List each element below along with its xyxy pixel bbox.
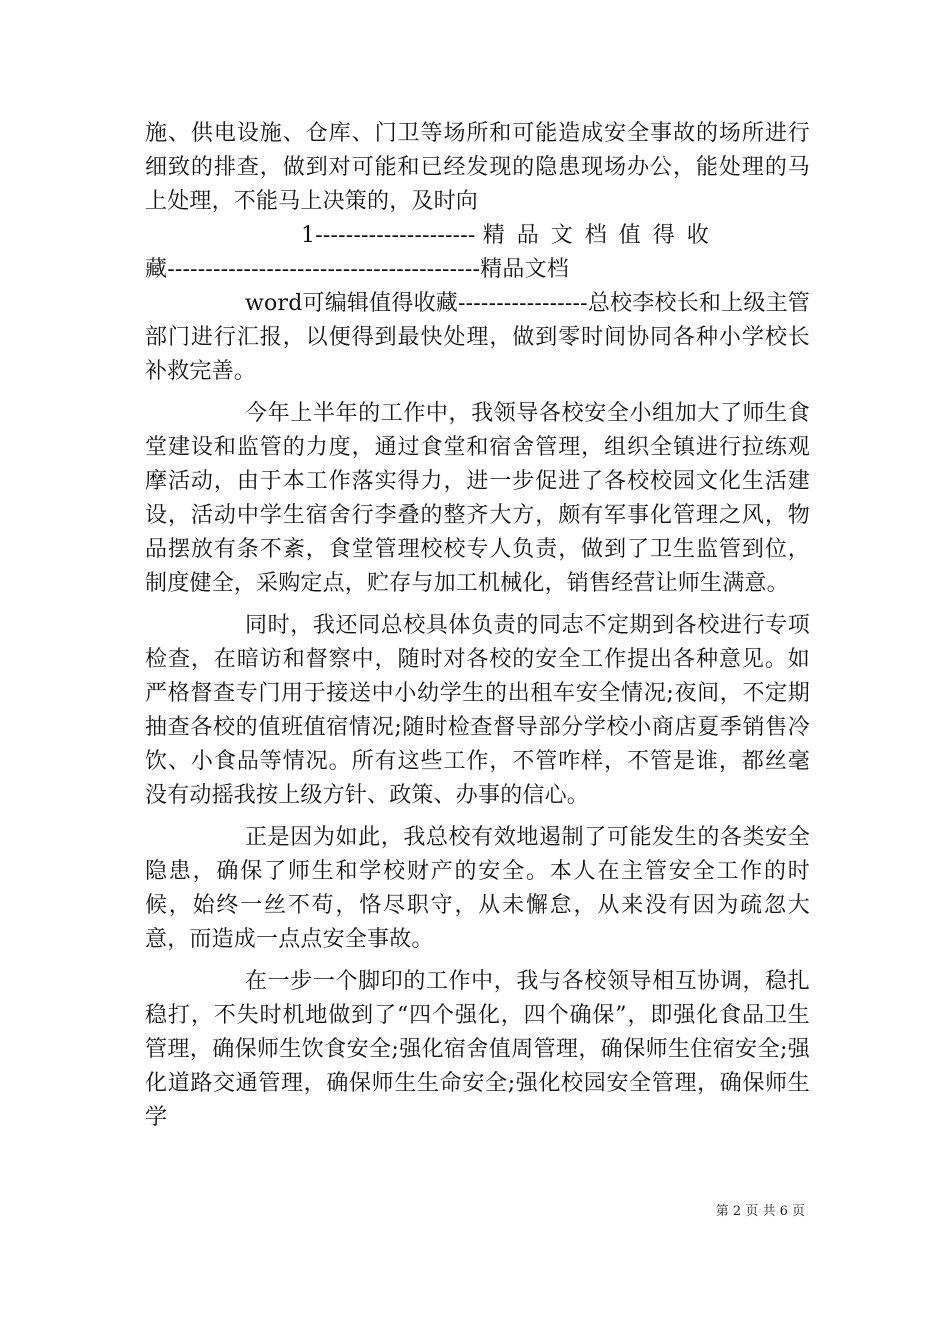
paragraph-four-strengthen: 在一步一个脚印的工作中，我与各校领导相互协调，稳扎稳打，不失时机地做到了“四个强化，四个确保”，即强化食品卫生管理，确保师生饮食安全;强化宿舍值周管理，确保师生住宿安全;强化道路交通管理，确保师生生命安全;强化校园安全管理，确保师生学: [145, 969, 810, 1130]
watermark-text: 精品文档值得收: [482, 223, 721, 248]
paragraph-continued: 施、供电设施、仓库、门卫等场所和可能造成安全事故的场所进行细致的排查，做到对可能和已经发现的隐患现场办公，能处理的马上处理，不能马上决策的，及时向: [145, 121, 810, 214]
paragraph-inspection: 同时，我还同总校具体负责的同志不定期到各校进行专项检查，在暗访和督察中，随时对各校的安全工作提出各种意见。如严格督查专门用于接送中小幼学生的出租车安全情况;夜间，不定期抽查各校的值班值宿情况;随时检查督导部分学校小商店夏季销售冷饮、小食品等情况。所有这些工作，不管咋样，不管是谁，都丝毫没有动摇我按上级方针、政策、办事的信心。: [145, 613, 810, 808]
watermark-line-1: [145, 219, 810, 253]
page-number: 第 2 页 共 6 页: [715, 1204, 805, 1219]
watermark-dashes: 1---------------------: [301, 223, 476, 248]
paragraph-canteen: 今年上半年的工作中，我领导各校安全小组加大了师生食堂建设和监管的力度，通过食堂和宿舍管理，组织全镇进行拉练观摩活动，由于本工作落实得力，进一步促进了各校校园文化生活建设，活动中学生宿舍行李叠的整齐大方，颇有军事化管理之风，物品摆放有条不紊，食堂管理校校专人负责，做到了卫生监管到位，制度健全，采购定点，贮存与加工机械化，销售经营让师生满意。: [145, 401, 810, 596]
paragraph-word-editable: word可编辑值得收藏-----------------总校李校长和上级主管部门进行汇报，以便得到最快处理，做到零时间协同各种小学校长补救完善。: [145, 291, 810, 384]
watermark-line-2: 藏-----------------------------------------精品文档: [145, 257, 569, 282]
document-body: [145, 117, 810, 1135]
paragraph-results: 正是因为如此，我总校有效地遏制了可能发生的各类安全隐患，确保了师生和学校财产的安全。本人在主管安全工作的时候，始终一丝不苟，恪尽职守，从未懈怠，从来没有因为疏忽大意，而造成一点点安全事故。: [145, 825, 810, 952]
